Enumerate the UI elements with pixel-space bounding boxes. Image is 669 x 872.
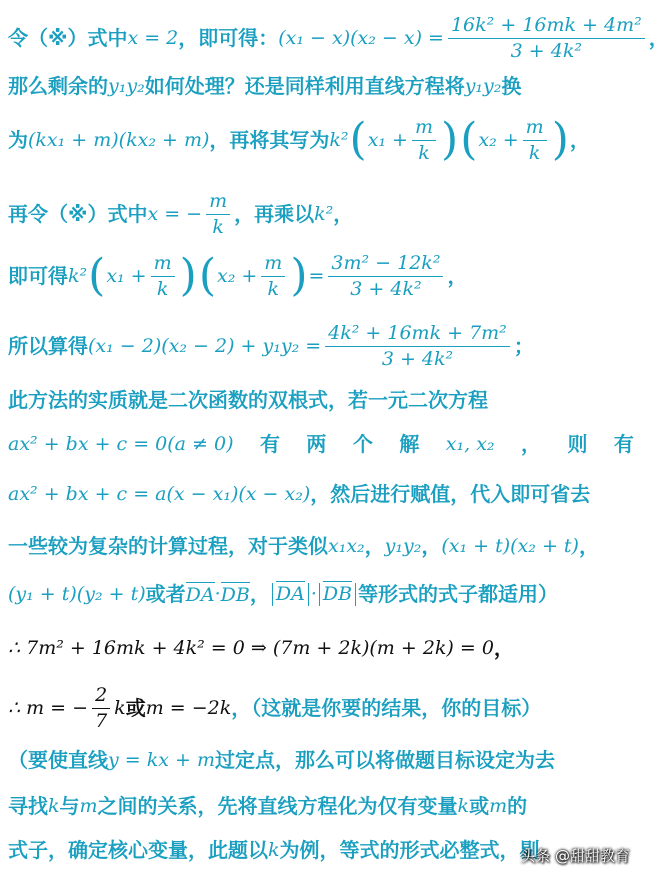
text: ， <box>569 128 590 153</box>
math: = <box>308 264 325 287</box>
math: x₂ + <box>478 128 519 151</box>
math: y₁y₂ <box>384 534 422 557</box>
text: ，（这就是你要的结果，你的目标） <box>231 696 542 721</box>
paren: ( <box>88 250 106 302</box>
numerator: 3m² − 12k² <box>328 252 443 277</box>
text: 令（※）式中 <box>8 26 128 51</box>
denominator: k <box>528 141 541 164</box>
line-5 <box>8 252 634 301</box>
text: 或 <box>125 696 146 721</box>
paren: ) <box>179 250 197 302</box>
denominator: 7 <box>95 709 108 732</box>
denominator: k <box>418 141 430 164</box>
text: 等形式的式子都适用） <box>358 582 559 607</box>
text: 两 <box>306 432 327 456</box>
text: ，再乘以 <box>234 202 315 227</box>
numerator: m <box>523 116 547 141</box>
math: y₁y₂ <box>108 74 145 97</box>
fraction <box>325 322 510 371</box>
math: m <box>489 794 508 817</box>
abs-vector-da <box>272 583 309 606</box>
numerator: m <box>151 252 175 277</box>
math: (y₁ + t)(y₂ + t) <box>8 583 146 605</box>
text: 式子，确定核心变量，此题以 <box>8 838 268 862</box>
text: ， <box>421 534 442 558</box>
watermark: 头条 @甜甜教育 <box>520 847 630 865</box>
text: 即可得 <box>8 264 68 289</box>
line-9 <box>8 482 634 506</box>
math: y₁y₂ <box>464 74 502 97</box>
math: (x₁ + t)(x₂ + t) <box>441 534 579 557</box>
vector-da: DA <box>185 584 215 606</box>
line-11 <box>8 582 634 607</box>
paren: ( <box>198 250 216 302</box>
text: ，然后进行赋值，代入即可省去 <box>310 482 591 506</box>
math: y = kx + m <box>108 748 215 771</box>
paren: ) <box>441 114 459 166</box>
paren: ) <box>551 114 569 166</box>
line-2 <box>8 74 634 98</box>
fraction <box>412 116 436 165</box>
text: ， <box>648 26 669 51</box>
vector-da: DA <box>275 583 305 605</box>
text: 有 <box>259 432 280 456</box>
math: ax² + bx + c = 0(a ≠ 0) <box>8 432 234 455</box>
text: 过定点，那么可以将做题目标设定为去 <box>214 748 555 772</box>
math: x₂ + <box>216 264 258 287</box>
denominator: 3 + 4k² <box>350 277 422 300</box>
line-1 <box>8 14 669 63</box>
math: ax² + bx + c = a(x − x₁)(x − x₂) <box>8 482 311 505</box>
text: （要使直线 <box>8 748 108 772</box>
line-14 <box>8 748 634 772</box>
fraction <box>151 252 175 301</box>
text: 则 <box>567 432 588 456</box>
numerator: 16k² + 16mk + 4m² <box>448 14 645 39</box>
text: ， <box>493 636 514 660</box>
line-8 <box>8 432 634 456</box>
math: m <box>79 794 98 817</box>
math: m = −2k <box>145 696 232 719</box>
math: (x₁ − x)(x₂ − x) = <box>278 26 444 49</box>
text: 之间的关系，先将直线方程化为仅有变量 <box>97 794 458 818</box>
math: x = 2 <box>127 26 179 49</box>
fraction <box>261 252 285 301</box>
math: · <box>214 583 221 605</box>
text: 为例，等式的形式必整式，剔 <box>279 838 540 862</box>
fraction <box>206 190 230 239</box>
text: ， <box>520 432 541 456</box>
math: k <box>268 838 280 861</box>
text: ； <box>513 334 534 359</box>
denominator: k <box>156 277 169 300</box>
text: 与 <box>59 794 80 818</box>
text: 一些较为复杂的计算过程，对于类似 <box>8 534 328 558</box>
denominator: 3 + 4k² <box>510 39 582 62</box>
vector-db: DB <box>220 584 250 606</box>
text: ，再将其写为 <box>209 128 330 153</box>
paren: ( <box>349 114 367 166</box>
line-12 <box>8 636 634 660</box>
text: 如何处理？还是同样利用直线方程将 <box>144 74 465 98</box>
text: ，即可得： <box>178 26 279 51</box>
numerator: m <box>206 190 230 215</box>
numerator: m <box>412 116 436 141</box>
text: 解 <box>399 432 420 456</box>
math: ∴ m = − <box>8 696 89 719</box>
paren: ( <box>460 114 478 166</box>
text: 有 <box>613 432 634 456</box>
math: x = − <box>147 202 203 225</box>
text: 所以算得 <box>8 334 88 359</box>
math: k² <box>68 264 88 287</box>
denominator: k <box>212 215 224 238</box>
text: ， <box>578 534 599 558</box>
text: 的 <box>507 794 528 818</box>
text: 个 <box>352 432 373 456</box>
fraction <box>328 252 443 301</box>
vector-db: DB <box>322 583 353 605</box>
numerator: m <box>261 252 285 277</box>
line-15 <box>8 794 634 818</box>
math: k <box>114 696 126 719</box>
line-3 <box>8 116 634 165</box>
line-7 <box>8 388 634 412</box>
numerator: 4k² + 16mk + 7m² <box>325 322 510 347</box>
text: 寻找 <box>8 794 48 818</box>
math: x₁, x₂ <box>445 432 495 455</box>
text: 换 <box>501 74 522 98</box>
text: 或者 <box>145 582 186 607</box>
math: x₁x₂ <box>328 534 365 557</box>
text: 为 <box>8 128 28 153</box>
math: k² <box>329 128 349 151</box>
text: 此方法的实质就是二次函数的双根式，若一元二次方程 <box>8 388 488 412</box>
fraction <box>523 116 547 165</box>
line-13 <box>8 684 634 733</box>
fraction <box>92 684 110 733</box>
text: 再令（※）式中 <box>8 202 148 227</box>
math: k² <box>314 202 334 225</box>
line-6 <box>8 322 634 371</box>
math: x₁ + <box>106 264 147 287</box>
text: ， <box>447 264 468 289</box>
text: ， <box>333 202 354 227</box>
text: ， <box>364 534 385 558</box>
denominator: k <box>267 277 280 300</box>
fraction <box>448 14 645 63</box>
math: · <box>310 583 317 605</box>
line-10 <box>8 534 634 558</box>
text: 那么剩余的 <box>8 74 108 98</box>
math: k <box>457 794 470 817</box>
math: k <box>48 794 60 817</box>
abs-vector-db <box>319 583 356 606</box>
text: ， <box>249 582 270 607</box>
paren: ) <box>290 250 308 302</box>
math: ∴ 7m² + 16mk + 4k² = 0 ⇒ (7m + 2k)(m + 2k) = 0 <box>8 636 494 659</box>
line-4 <box>8 190 634 239</box>
denominator: 3 + 4k² <box>381 347 454 370</box>
math: (kx₁ + m)(kx₂ + m) <box>28 128 210 151</box>
math: (x₁ − 2)(x₂ − 2) + y₁y₂ = <box>88 334 322 357</box>
numerator: 2 <box>92 684 110 709</box>
text: 或 <box>469 794 490 818</box>
math: x₁ + <box>367 128 408 151</box>
